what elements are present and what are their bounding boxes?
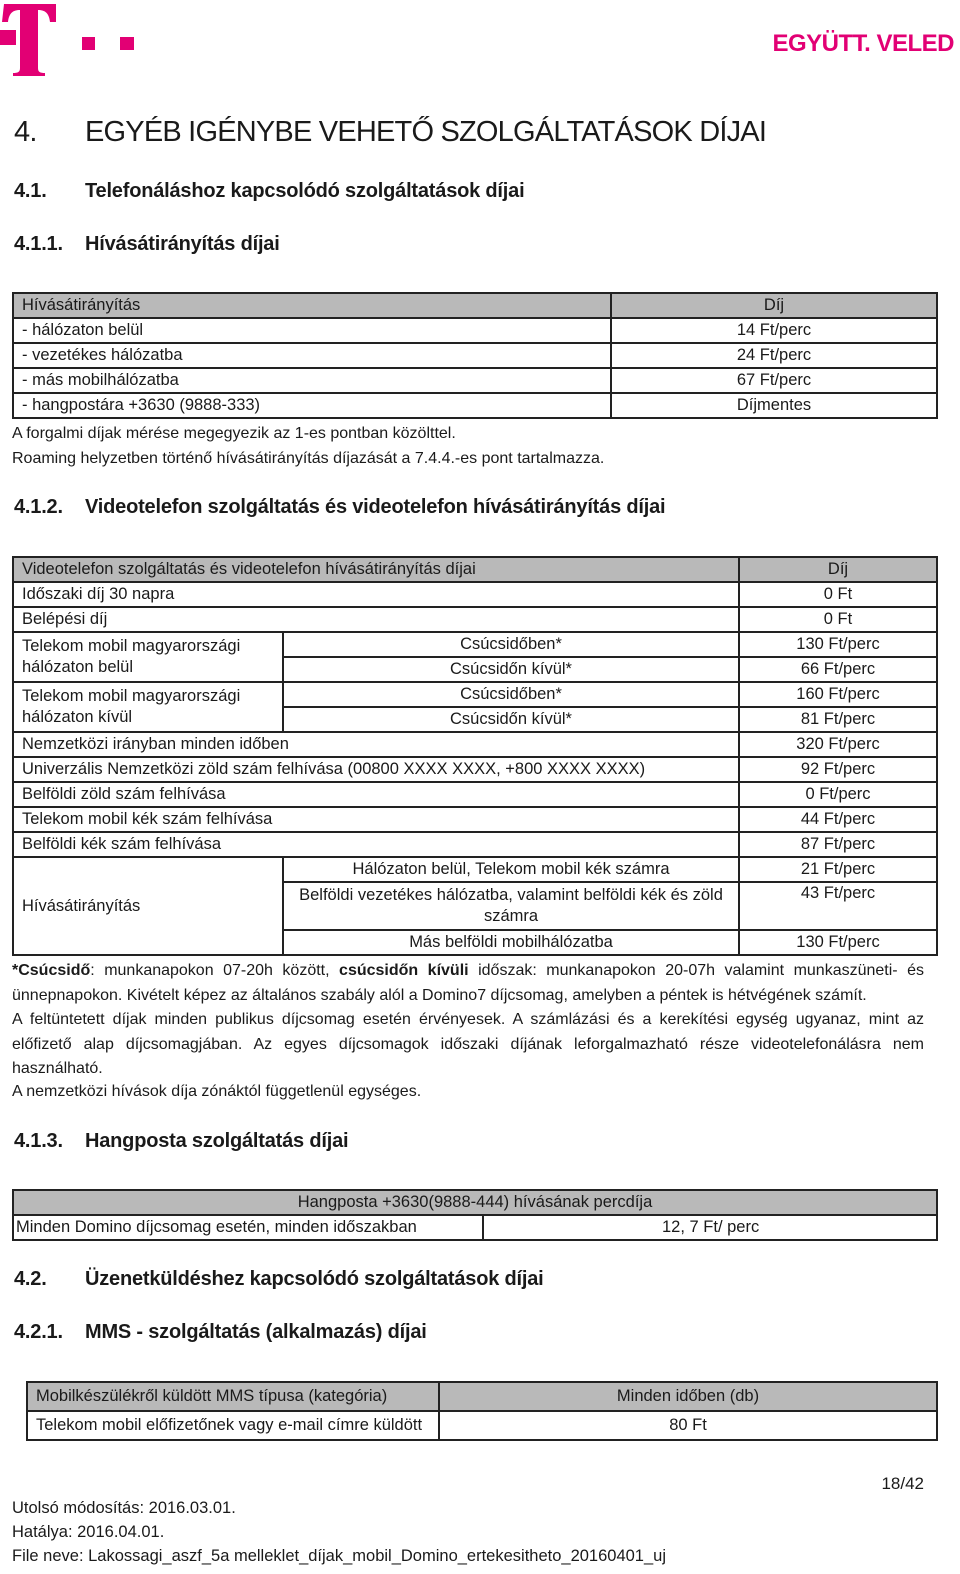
- table-cell: 80 Ft: [439, 1411, 937, 1440]
- table-header-cell: Díj: [611, 293, 937, 318]
- table-header-cell: Minden időben (db): [439, 1382, 937, 1411]
- videophone-fee-table: [12, 556, 938, 956]
- section-4-2-heading: 4.2. Üzenetküldéshez kapcsolódó szolgáltatások díjai: [14, 1268, 544, 1290]
- table-cell: 21 Ft/perc: [739, 857, 937, 882]
- table-row: [13, 368, 937, 393]
- table-cell: 44 Ft/perc: [739, 807, 937, 832]
- section-4-1-2-heading: 4.1.2. Videotelefon szolgáltatás és videotelefon hívásátirányítás díjai: [14, 496, 666, 518]
- note-paragraph: A feltüntetett díjak minden publikus díjcsomag esetén érvényesek. A számlázási és a kerekítési egység ugyanaz, mint az előfizető alap díjcsomagjában. Az egyes díjcsomagok időszaki díjának leforgalmazható része videotelefonálásra nem használható.: [12, 1011, 924, 1077]
- table-cell: Csúcsidőn kívül*: [283, 707, 739, 732]
- table-cell: Belföldi kék szám felhívása: [13, 832, 739, 857]
- effective-date: Hatálya: 2016.04.01.: [12, 1523, 165, 1541]
- table-cell: 0 Ft/perc: [739, 782, 937, 807]
- table-cell: 12, 7 Ft/ perc: [483, 1215, 937, 1240]
- section-4-heading: 4. EGYÉB IGÉNYBE VEHETŐ SZOLGÁLTATÁSOK DÍJAI: [14, 116, 767, 148]
- table-header-cell: Hívásátirányítás: [13, 293, 611, 318]
- table-row: [13, 807, 937, 832]
- brand-slogan: EGYÜTT. VELED: [772, 30, 954, 57]
- page-number: 18/42: [881, 1474, 924, 1493]
- mms-fee-table: [26, 1381, 938, 1441]
- section-4-1-heading: 4.1. Telefonáláshoz kapcsolódó szolgáltatások díjai: [14, 180, 525, 202]
- table-cell: Telekom mobil kék szám felhívása: [13, 807, 739, 832]
- table-row: [13, 582, 937, 607]
- table-cell: 0 Ft: [739, 582, 937, 607]
- table-row: [13, 343, 937, 368]
- table-cell: 92 Ft/perc: [739, 757, 937, 782]
- table-cell: 81 Ft/perc: [739, 707, 937, 732]
- table-cell: Csúcsidőben*: [283, 632, 739, 657]
- file-name: File neve: Lakossagi_aszf_5a melleklet_díjak_mobil_Domino_ertekesitheto_20160401_uj: [12, 1547, 666, 1565]
- telekom-logo: [0, 0, 140, 80]
- table-cell: Időszaki díj 30 napra: [13, 582, 739, 607]
- table-cell: Belföldi vezetékes hálózatba, valamint belföldi kék és zöld számra: [283, 882, 739, 930]
- table-cell: 24 Ft/perc: [611, 343, 937, 368]
- table-row: [13, 607, 937, 632]
- table-cell: 0 Ft: [739, 607, 937, 632]
- last-modified: Utolsó módosítás: 2016.03.01.: [12, 1499, 236, 1517]
- table-cell: Nemzetközi irányban minden időben: [13, 732, 739, 757]
- table-row: [13, 782, 937, 807]
- table-row: [13, 732, 937, 757]
- table-cell: Belföldi zöld szám felhívása: [13, 782, 739, 807]
- table-cell: 87 Ft/perc: [739, 832, 937, 857]
- table-header-cell: Mobilkészülékről küldött MMS típusa (kategória): [27, 1382, 439, 1411]
- table-header-row: [13, 557, 937, 582]
- table-cell: - hangpostára +3630 (9888-333): [13, 393, 611, 418]
- table-cell: 130 Ft/perc: [739, 632, 937, 657]
- table-cell: - hálózaton belül: [13, 318, 611, 343]
- table-cell: Csúcsidőn kívül*: [283, 657, 739, 682]
- table-header-row: [13, 1190, 937, 1215]
- table-row: [13, 682, 937, 707]
- table-row: [13, 857, 937, 882]
- table-cell: 14 Ft/perc: [611, 318, 937, 343]
- table-cell: Belépési díj: [13, 607, 739, 632]
- table-cell: Telekom mobil magyarországi hálózaton belül: [13, 632, 283, 682]
- section-4-2-1-heading: 4.2.1. MMS - szolgáltatás (alkalmazás) díjai: [14, 1321, 427, 1343]
- note-paragraph: Roaming helyzetben történő hívásátirányítás díjazását a 7.4.4.-es pont tartalmazza.: [12, 450, 605, 467]
- table-row: [13, 393, 937, 418]
- section-4-1-1-heading: 4.1.1. Hívásátirányítás díjai: [14, 233, 280, 255]
- table-cell: Minden Domino díjcsomag esetén, minden időszakban: [13, 1215, 483, 1240]
- table-cell: 67 Ft/perc: [611, 368, 937, 393]
- section-4-1-3-heading: 4.1.3. Hangposta szolgáltatás díjai: [14, 1130, 349, 1152]
- table-row: [13, 632, 937, 657]
- table-header-row: [27, 1382, 937, 1411]
- note-paragraph: A nemzetközi hívások díja zónáktól függetlenül egységes.: [12, 1083, 422, 1100]
- peak-time-note: *Csúcsidő: munkanapokon 07-20h között, csúcsidőn kívüli időszak: munkanapokon 20-07h valamint munkaszüneti- és ünnepnapokon. Kivételt képez az általános szabály alól a Domino7 díjcsomag, amelyben a péntek is hétvégének számít.: [12, 962, 925, 1004]
- table-cell: 66 Ft/perc: [739, 657, 937, 682]
- table-cell: - vezetékes hálózatba: [13, 343, 611, 368]
- table-row: [13, 832, 937, 857]
- note-paragraph: A forgalmi díjak mérése megegyezik az 1-es pontban közölttel.: [12, 425, 456, 442]
- table-cell: 43 Ft/perc: [739, 882, 937, 930]
- voicemail-fee-table: [12, 1189, 938, 1241]
- table-cell: Univerzális Nemzetközi zöld szám felhívása (00800 XXXX XXXX, +800 XXXX XXXX): [13, 757, 739, 782]
- table-cell: Telekom mobil magyarországi hálózaton kívül: [13, 682, 283, 732]
- table-cell: 320 Ft/perc: [739, 732, 937, 757]
- table-row: [13, 757, 937, 782]
- table-header-cell: Díj: [739, 557, 937, 582]
- table-row: [13, 318, 937, 343]
- table-header-cell: Hangposta +3630(9888-444) hívásának percdíja: [13, 1190, 937, 1215]
- table-header-row: [13, 293, 937, 318]
- table-cell: Telekom mobil előfizetőnek vagy e-mail címre küldött: [27, 1411, 439, 1440]
- table-cell: Hívásátirányítás: [13, 857, 283, 955]
- table-cell: Csúcsidőben*: [283, 682, 739, 707]
- table-cell: Hálózaton belül, Telekom mobil kék számra: [283, 857, 739, 882]
- table-cell: Díjmentes: [611, 393, 937, 418]
- table-row: [13, 1215, 937, 1240]
- call-forwarding-fee-table: [12, 292, 938, 419]
- table-cell: 160 Ft/perc: [739, 682, 937, 707]
- table-row: [27, 1411, 937, 1440]
- table-cell: - más mobilhálózatba: [13, 368, 611, 393]
- table-header-cell: Videotelefon szolgáltatás és videotelefon hívásátirányítás díjai: [13, 557, 739, 582]
- table-cell: 130 Ft/perc: [739, 930, 937, 955]
- table-cell: Más belföldi mobilhálózatba: [283, 930, 739, 955]
